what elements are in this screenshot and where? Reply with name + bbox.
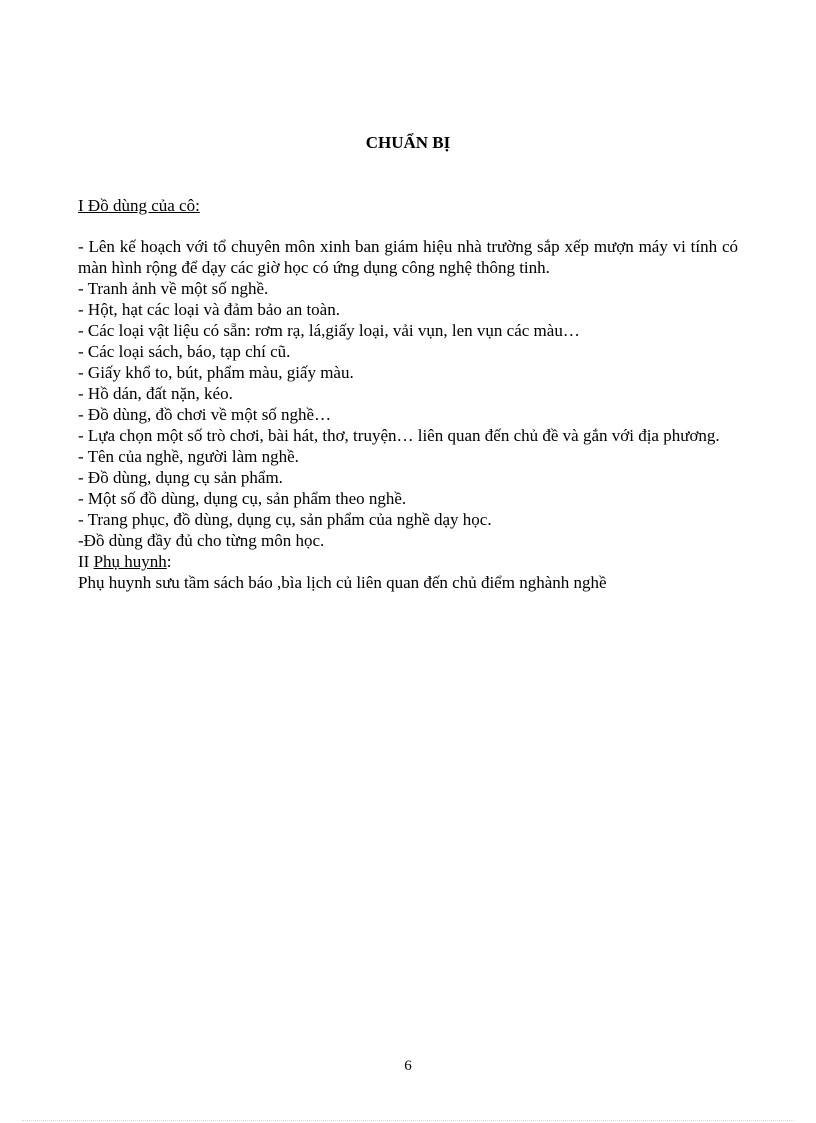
page-number: 6 [404,1058,412,1074]
section-heading-colon: : [166,552,172,571]
list-item: - Tranh ảnh về một số nghề. [78,279,269,298]
list-item: - Một số đồ dùng, dụng cụ, sản phẩm theo nghề. [78,489,407,508]
page-title: CHUẨN BỊ [365,133,451,152]
list-item: - Các loại sách, báo, tạp chí cũ. [78,342,291,361]
section-heading-teacher-materials: I Đồ dùng của cô: [78,196,200,215]
list-item: - Trang phục, đồ dùng, dụng cụ, sản phẩm của nghề dạy học. [78,510,492,529]
page-bottom-divider [22,1120,794,1121]
section-heading-parents [78,551,738,572]
list-item: - Lên kế hoạch với tổ chuyên môn xinh ban giám hiệu nhà trường sắp xếp mượn máy vi tính có màn hình rộng để dạy các giờ học có ứng dụng công nghệ thông tinh. [78,237,738,277]
materials-list [78,236,738,593]
list-item: - Giấy khổ to, bút, phẩm màu, giấy màu. [78,363,354,382]
list-item: - Đồ dùng, đồ chơi về một số nghề… [78,405,332,424]
list-item: - Tên của nghề, người làm nghề. [78,447,299,466]
parents-text: Phụ huynh sưu tầm sách báo ,bìa lịch củ liên quan đến chủ điểm nghành nghề [78,573,607,592]
list-item: - Hồ dán, đất nặn, kéo. [78,384,233,403]
list-item: - Hột, hạt các loại và đảm bảo an toàn. [78,300,340,319]
list-item: -Đồ dùng đầy đủ cho từng môn học. [78,531,325,550]
section-heading-label: Phụ huynh [93,552,167,571]
list-item: - Đồ dùng, dụng cụ sản phẩm. [78,468,283,487]
section-number: II [78,552,90,571]
list-item: - Lựa chọn một số trò chơi, bài hát, thơ, truyện… liên quan đến chủ đề và gắn với địa phương. [78,426,720,445]
list-item: - Các loại vật liệu có sẵn: rơm rạ, lá,giấy loại, vải vụn, len vụn các màu… [78,321,580,340]
